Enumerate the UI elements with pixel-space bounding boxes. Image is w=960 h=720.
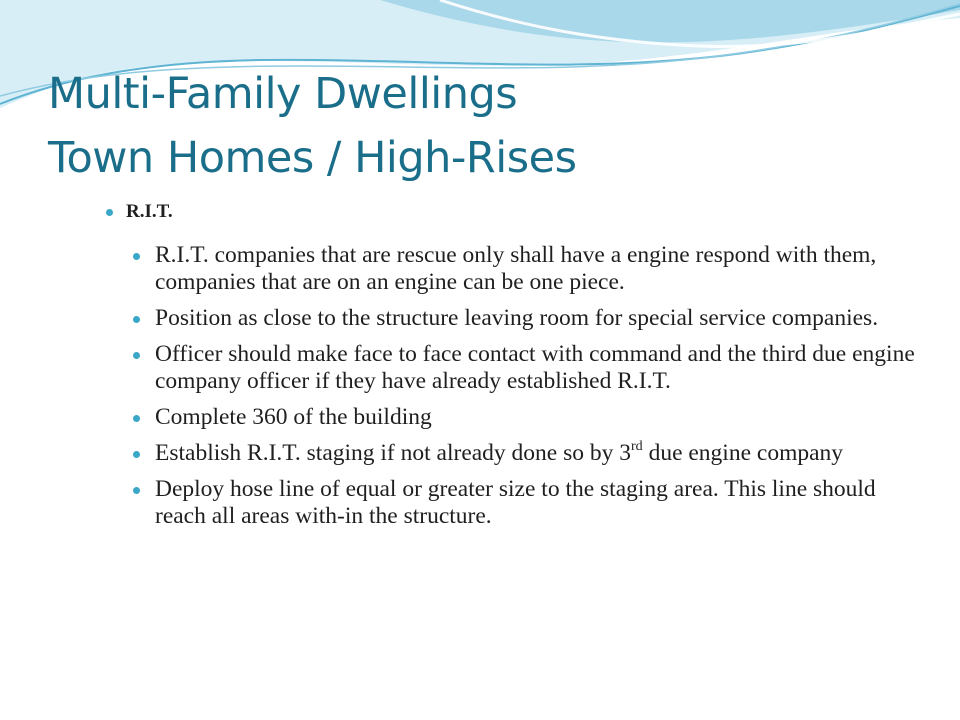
list-item [133, 242, 923, 296]
bullet-dot-icon [133, 352, 140, 359]
bullet-text [155, 440, 843, 466]
bullet-list [133, 242, 923, 539]
bullet-dot-icon [106, 209, 113, 216]
bullet-text: Complete 360 of the building [155, 404, 432, 430]
bullet-text: Deploy hose line of equal or greater size to the staging area. This line should reach all areas with-in the structure. [155, 476, 876, 529]
bullet-text: Position as close to the structure leaving room for special service companies. [155, 305, 879, 331]
title-line-1: Multi-Family Dwellings [48, 69, 518, 119]
list-item [133, 305, 923, 332]
bullet-dot-icon [133, 415, 140, 422]
rit-heading: R.I.T. [126, 201, 173, 222]
list-item [133, 440, 923, 467]
list-item [133, 476, 923, 530]
bullet-text: R.I.T. companies that are rescue only shall have a engine respond with them, companies that are on an engine can be one piece. [155, 242, 877, 295]
bullet-dot-icon [133, 487, 140, 494]
bullet-text-start: Establish R.I.T. staging if not already done so by 3 [155, 440, 632, 466]
bullet-dot-icon [133, 253, 140, 260]
ordinal-suffix: rd [631, 439, 643, 455]
bullet-dot-icon [133, 451, 140, 458]
slide-title [48, 62, 928, 190]
list-item [133, 404, 923, 431]
list-item [133, 341, 923, 395]
bullet-dot-icon [133, 316, 140, 323]
bullet-text-end: due engine company [642, 440, 844, 466]
title-line-2: Town Homes / High-Rises [48, 133, 577, 183]
bullet-text: Officer should make face to face contact with command and the third due engine company officer if they have already established R.I.T. [155, 341, 915, 394]
